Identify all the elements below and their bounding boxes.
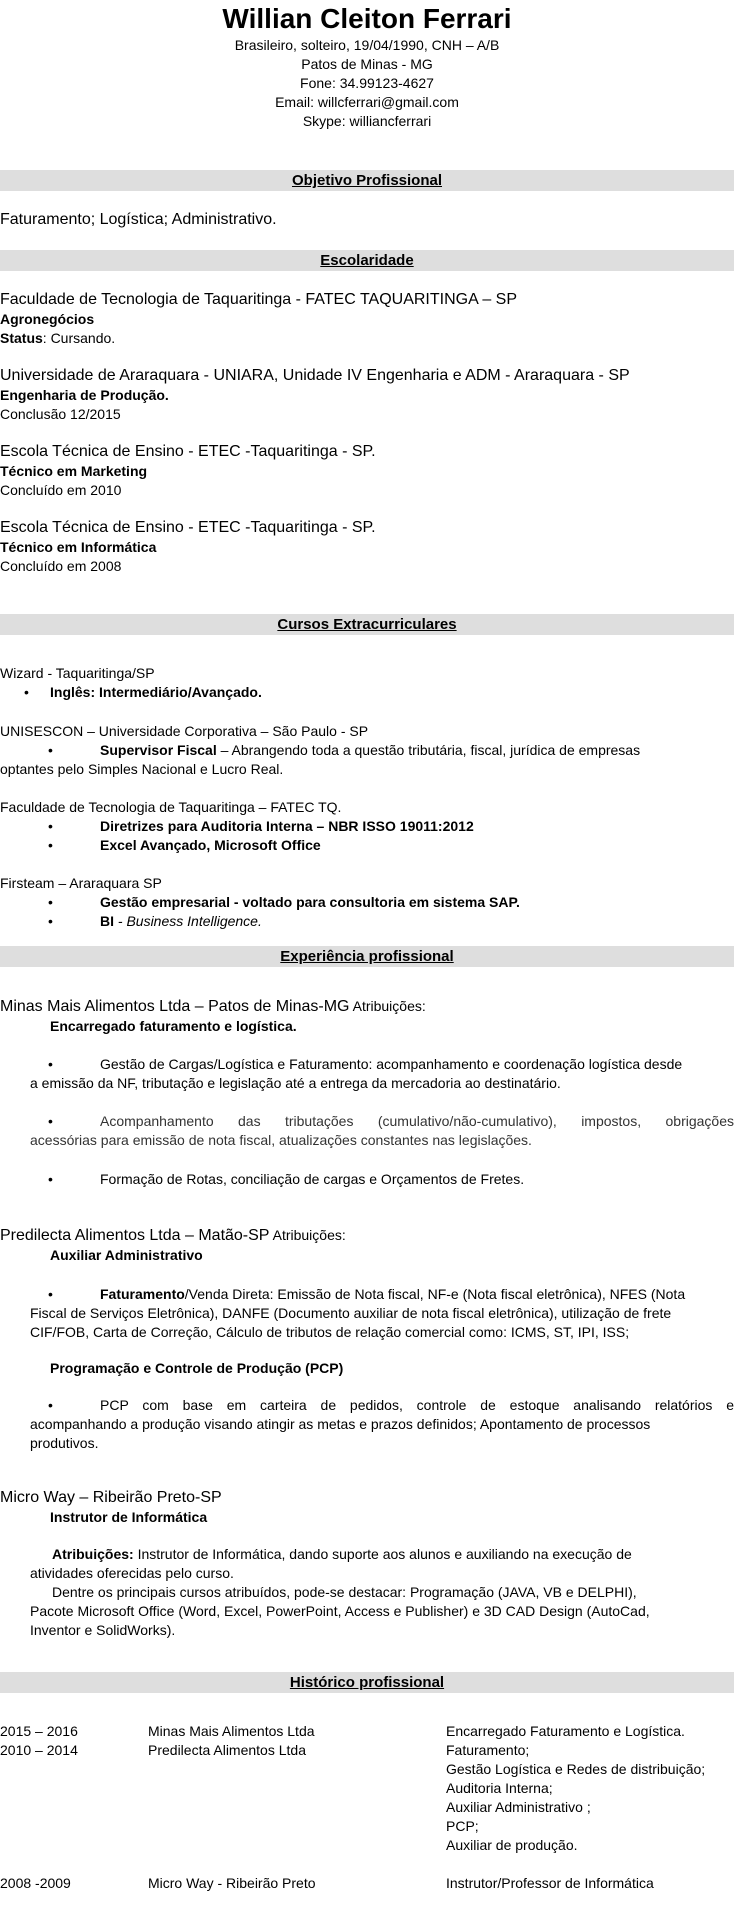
bullet-icon: • bbox=[48, 1286, 53, 1302]
exp-minas-p1a: Gestão de Cargas/Logística e Faturamento: acompanhamento e coordenação logística desde bbox=[100, 1056, 683, 1072]
section-escolaridade-header bbox=[0, 250, 734, 271]
phone: Fone: 34.99123-4627 bbox=[300, 75, 434, 91]
institution: Universidade de Araraquara - UNIARA, Unidade IV Engenharia e ADM - Araraquara - SP bbox=[0, 367, 630, 384]
objetivo-text: Faturamento; Logística; Administrativo. bbox=[0, 211, 277, 228]
section-cursos-header bbox=[0, 614, 734, 635]
exp-microway-company: Micro Way – Ribeirão Preto-SP bbox=[0, 1489, 222, 1506]
course: Técnico em Marketing bbox=[0, 463, 148, 479]
exp-minas-company bbox=[0, 997, 426, 1017]
bullet-icon: • bbox=[48, 818, 53, 834]
role: Gestão Logística e Redes de distribuição; bbox=[446, 1761, 706, 1777]
bullet-icon: • bbox=[48, 894, 53, 910]
exp-predilecta-p2a: PCP com base em carteira de pedidos, controle de estoque analisando relatórios e bbox=[100, 1397, 734, 1413]
escolaridade-item-2 bbox=[0, 366, 630, 424]
bullet-icon: • bbox=[48, 1113, 53, 1129]
section-title: Histórico profissional bbox=[289, 1674, 445, 1691]
exp-predilecta-p2b: acompanhando a produção visando atingir as metas e prazos definidos; Apontamento de processos bbox=[30, 1416, 651, 1432]
atribuicoes-label: Atribuições: bbox=[349, 998, 426, 1014]
role: PCP; bbox=[446, 1818, 479, 1834]
curso-unisescon-inst: UNISESCON – Universidade Corporativa – São Paulo - SP bbox=[0, 723, 369, 739]
course: Técnico em Informática bbox=[0, 539, 157, 555]
curso-fatec-item-2: Excel Avançado, Microsoft Office bbox=[100, 837, 321, 853]
status-label: Status bbox=[0, 330, 43, 346]
exp-predilecta-p2c: produtivos. bbox=[30, 1435, 99, 1451]
exp-microway-role: Instrutor de Informática bbox=[50, 1509, 208, 1525]
curso-wizard-inst: Wizard - Taquaritinga/SP bbox=[0, 665, 155, 681]
resume-header bbox=[0, 0, 734, 131]
escolaridade-item-3 bbox=[0, 442, 376, 500]
company: Minas Mais Alimentos Ltda bbox=[148, 1723, 315, 1739]
curso-unisescon-item bbox=[100, 741, 734, 760]
escolaridade-item-4 bbox=[0, 518, 376, 576]
exp-predilecta-p1a bbox=[100, 1285, 734, 1304]
atribuicoes-label: Atribuições: bbox=[269, 1227, 346, 1243]
company: Predilecta Alimentos Ltda bbox=[148, 1742, 306, 1758]
status-value: Conclusão 12/2015 bbox=[0, 406, 121, 422]
exp-predilecta-p1c: CIF/FOB, Carta de Correção, Cálculo de tributos de relação comercial como: ICMS, ST, IPI, ISS; bbox=[30, 1324, 630, 1340]
exp-minas-p2b: acessórias para emissão de nota fiscal, atualizações constantes nas legislações. bbox=[30, 1132, 532, 1148]
section-title: Cursos Extracurriculares bbox=[277, 616, 457, 633]
section-title: Objetivo Profissional bbox=[291, 172, 443, 189]
course-name: BI bbox=[100, 913, 114, 929]
exp-predilecta-company bbox=[0, 1226, 346, 1246]
curso-wizard-item: Inglês: Intermediário/Avançado. bbox=[50, 684, 262, 700]
term-desc: /Venda Direta: Emissão de Nota fiscal, NF-e (Nota fiscal eletrônica), NFES (Nota bbox=[184, 1286, 686, 1302]
role: Instrutor/Professor de Informática bbox=[446, 1875, 654, 1891]
bullet-icon: • bbox=[48, 1397, 53, 1413]
course: Agronegócios bbox=[0, 311, 95, 327]
company: Micro Way - Ribeirão Preto bbox=[148, 1875, 316, 1891]
section-title: Experiência profissional bbox=[280, 948, 454, 965]
exp-microway-p2a: Dentre os principais cursos atribuídos, pode-se destacar: Programação (JAVA, VB e DELPHI), bbox=[52, 1584, 637, 1600]
curso-firsteam-inst: Firsteam – Araraquara SP bbox=[0, 875, 162, 891]
exp-predilecta-pcp-title: Programação e Controle de Produção (PCP) bbox=[50, 1360, 344, 1376]
exp-microway-p1a bbox=[52, 1545, 632, 1564]
section-historico-header bbox=[0, 1672, 734, 1693]
role: Faturamento; bbox=[446, 1742, 530, 1758]
institution: Escola Técnica de Ensino - ETEC -Taquaritinga - SP. bbox=[0, 519, 376, 536]
personal-info: Brasileiro, solteiro, 19/04/1990, CNH – A/B bbox=[234, 37, 500, 53]
institution: Faculdade de Tecnologia de Taquaritinga - FATEC TAQUARITINGA – SP bbox=[0, 291, 518, 308]
company-name: Minas Mais Alimentos Ltda – Patos de Minas-MG bbox=[0, 998, 350, 1015]
bullet-icon: • bbox=[48, 913, 53, 929]
status-value: Concluído em 2010 bbox=[0, 482, 122, 498]
curso-firsteam-item-2 bbox=[100, 912, 262, 931]
candidate-name: Willian Cleiton Ferrari bbox=[222, 3, 512, 34]
role: Auxiliar Administrativo ; bbox=[446, 1799, 591, 1815]
exp-minas-p3: Formação de Rotas, conciliação de cargas e Orçamentos de Fretes. bbox=[100, 1171, 525, 1187]
escolaridade-item-1 bbox=[0, 290, 517, 348]
course-desc: - Business Intelligence. bbox=[114, 913, 262, 929]
exp-predilecta-p1b: Fiscal de Serviços Eletrônica), DANFE (Documento auxiliar de nota fiscal eletrônica), utilização de frete bbox=[30, 1305, 672, 1321]
role: Encarregado Faturamento e Logística. bbox=[446, 1723, 685, 1739]
course-desc: – Abrangendo toda a questão tributária, fiscal, jurídica de empresas bbox=[216, 742, 641, 758]
course-name: Supervisor Fiscal bbox=[100, 742, 217, 758]
period: 2010 – 2014 bbox=[0, 1742, 78, 1758]
institution: Escola Técnica de Ensino - ETEC -Taquaritinga - SP. bbox=[0, 443, 376, 460]
exp-minas-role: Encarregado faturamento e logística. bbox=[50, 1018, 297, 1034]
role: Auditoria Interna; bbox=[446, 1780, 553, 1796]
section-objetivo-header bbox=[0, 170, 734, 191]
period: 2015 – 2016 bbox=[0, 1723, 78, 1739]
skype: Skype: williancferrari bbox=[302, 113, 432, 129]
curso-firsteam-item-1: Gestão empresarial - voltado para consultoria em sistema SAP. bbox=[100, 894, 520, 910]
exp-microway-p2b: Pacote Microsoft Office (Word, Excel, PowerPoint, Access e Publisher) e 3D CAD Design (AutoCad, bbox=[30, 1603, 650, 1619]
city: Patos de Minas - MG bbox=[301, 56, 433, 72]
bullet-icon: • bbox=[48, 837, 53, 853]
period: 2008 -2009 bbox=[0, 1875, 71, 1891]
course: Engenharia de Produção. bbox=[0, 387, 169, 403]
term-bold: Faturamento bbox=[100, 1286, 185, 1302]
bullet-icon: • bbox=[48, 1056, 53, 1072]
status-value: Concluído em 2008 bbox=[0, 558, 122, 574]
role: Auxiliar de produção. bbox=[446, 1837, 578, 1853]
bullet-icon: • bbox=[48, 1171, 53, 1187]
exp-minas-p2a: Acompanhamento das tributações (cumulativo/não-cumulativo), impostos, obrigações bbox=[100, 1113, 734, 1129]
exp-microway-p1b: atividades oferecidas pelo curso. bbox=[30, 1565, 234, 1581]
bullet-icon: • bbox=[24, 684, 29, 700]
section-title: Escolaridade bbox=[320, 252, 414, 269]
atribuicoes-label: Atribuições: bbox=[52, 1546, 134, 1562]
section-experiencia-header bbox=[0, 946, 734, 967]
curso-fatec-item-1: Diretrizes para Auditoria Interna – NBR ISSO 19011:2012 bbox=[100, 818, 474, 834]
exp-microway-p2c: Inventor e SolidWorks). bbox=[30, 1622, 176, 1638]
status-value: : Cursando. bbox=[42, 330, 116, 346]
exp-minas-p1b: a emissão da NF, tributação e legislação até a entrega da mercadoria ao destinatário. bbox=[30, 1075, 561, 1091]
bullet-icon: • bbox=[48, 742, 53, 758]
email: Email: willcferrari@gmail.com bbox=[275, 94, 459, 110]
curso-fatec-inst: Faculdade de Tecnologia de Taquaritinga – FATEC TQ. bbox=[0, 799, 342, 815]
exp-predilecta-role: Auxiliar Administrativo bbox=[50, 1247, 203, 1263]
curso-unisescon-item-cont: optantes pelo Simples Nacional e Lucro Real. bbox=[0, 761, 284, 777]
company-name: Predilecta Alimentos Ltda – Matão-SP bbox=[0, 1227, 270, 1244]
atribuicoes-text: Instrutor de Informática, dando suporte aos alunos e auxiliando na execução de bbox=[133, 1546, 632, 1562]
